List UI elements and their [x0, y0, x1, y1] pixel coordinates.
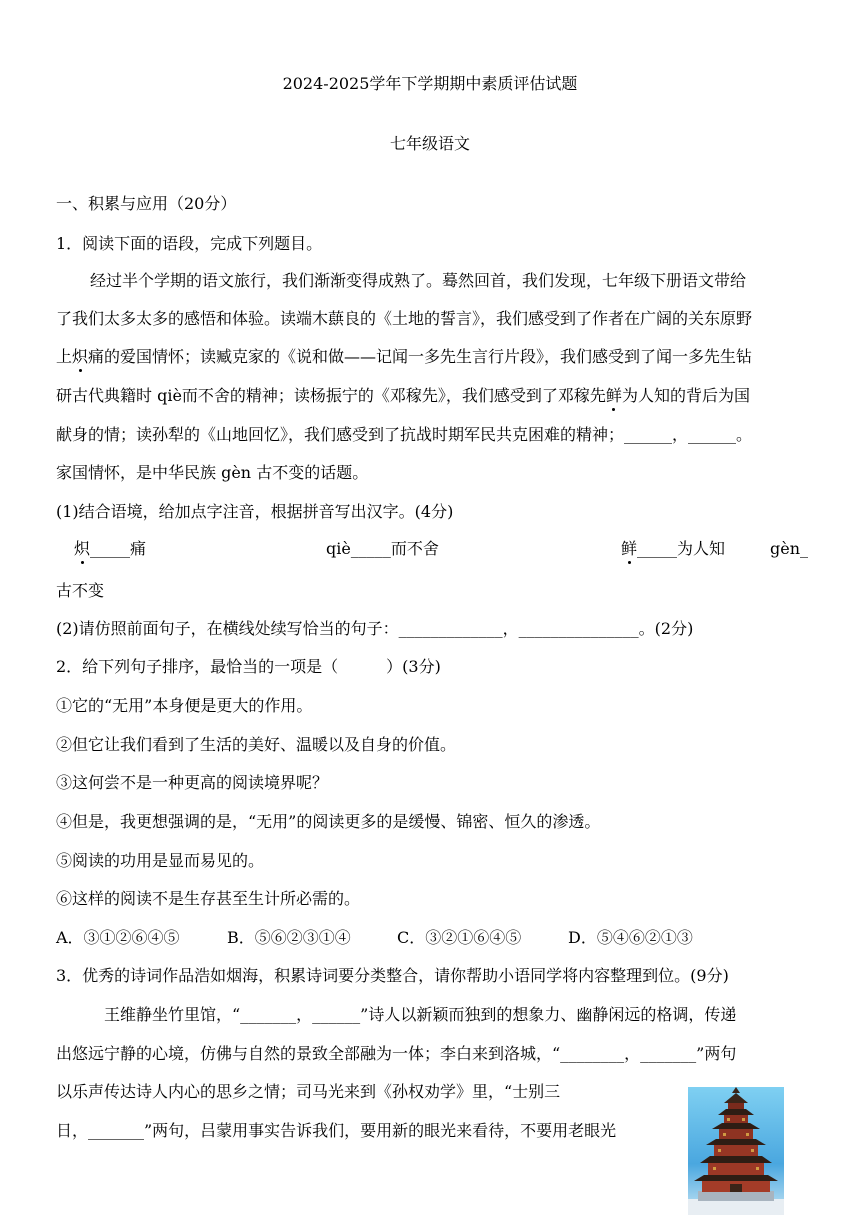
passage-line-2: 了我们太多太多的感悟和体验。读端木蕻良的《土地的誓言》，我们感受到了作者在广阔的关东原野 [56, 309, 753, 328]
exam-subtitle: 七年级语文 [389, 134, 470, 153]
sentence-item: ⑥这样的阅读不是生存甚至生计所必需的。 [56, 889, 361, 908]
fill-item-3: 鲜_____为人知 [621, 539, 726, 558]
passage-line-5: 献身的情；读孙犁的《山地回忆》，我们感受到了抗战时期军民共克困难的精神；______，______。 [56, 425, 753, 444]
dotted-char: 鲜 [605, 386, 622, 405]
sentence-item: ⑤阅读的功用是显而易见的。 [56, 851, 265, 870]
fill-item-4-continued: 古不变 [56, 581, 105, 600]
sentence-item: ③这何尝不是一种更高的阅读境界呢？ [56, 773, 329, 792]
section-heading: 一、积累与应用（20分） [56, 194, 237, 213]
option-d: D．⑤④⑥②①③ [568, 928, 693, 947]
sub-question-2: (2)请仿照前面句子，在横线处续写恰当的句子：_____________，_______________。(2分) [56, 619, 694, 638]
sentence-item: ④但是，我更想强调的是，“无用”的阅读更多的是缓慢、锦密、恒久的渗透。 [56, 812, 601, 831]
passage-line-4: 研古代典籍时 qiè而不舍的精神；读杨振宁的《邓稼先》，我们感受到了邓稼先鲜为人知的背后为国 [56, 386, 750, 405]
q3-line-2: 出悠远宁静的心境，仿佛与自然的景致全部融为一体；李白来到洛城，“________，_______”两句 [56, 1044, 737, 1063]
fill-item-1: 炽_____痛 [74, 539, 147, 558]
option-b: B．⑤⑥②③①④ [227, 928, 351, 947]
pagoda-tower-icon [688, 1087, 784, 1215]
exam-title: 2024-2025学年下学期期中素质评估试题 [282, 74, 578, 93]
option-a: A．③①②⑥④⑤ [56, 928, 180, 947]
sentence-item: ①它的“无用”本身便是更大的作用。 [56, 696, 313, 715]
q3-line-3: 以乐声传达诗人内心的思乡之情；司马光来到《孙权劝学》里，“士别三 [56, 1082, 561, 1101]
sentence-item: ②但它让我们看到了生活的美好、温暖以及自身的价值。 [56, 735, 457, 754]
sub-question-1: (1)结合语境，给加点字注音，根据拼音写出汉字。(4分) [56, 502, 454, 521]
passage-line-6: 家国情怀，是中华民族 gèn 古不变的话题。 [56, 463, 369, 482]
passage-line-1: 经过半个学期的语文旅行，我们渐渐变得成熟了。蓦然回首，我们发现，七年级下册语文带给 [90, 271, 747, 290]
passage-line-3: 上炽痛的爱国情怀；读臧克家的《说和做——记闻一多先生言行片段》，我们感受到了闻一多先生钻 [56, 347, 753, 366]
question-2-prompt: 2．给下列句子排序，最恰当的一项是（ ）(3分) [56, 657, 441, 676]
dotted-char: 炽 [72, 347, 89, 366]
q3-line-1: 王维静坐竹里馆，“_______，______”诗人以新颖而独到的想象力、幽静闲远的格调，传递 [104, 1005, 737, 1024]
question-1-prompt: 1．阅读下面的语段，完成下列题目。 [56, 234, 323, 253]
q3-line-4: 日，_______”两句，吕蒙用事实告诉我们，要用新的眼光来看待，不要用老眼光 [56, 1121, 617, 1140]
question-3-prompt: 3．优秀的诗词作品浩如烟海，积累诗词要分类整合，请你帮助小语同学将内容整理到位。(9分) [56, 966, 729, 985]
option-c: C．③②①⑥④⑤ [397, 928, 522, 947]
fill-item-2: qiè_____而不舍 [326, 539, 439, 558]
fill-item-4: gèn_ [770, 539, 809, 558]
